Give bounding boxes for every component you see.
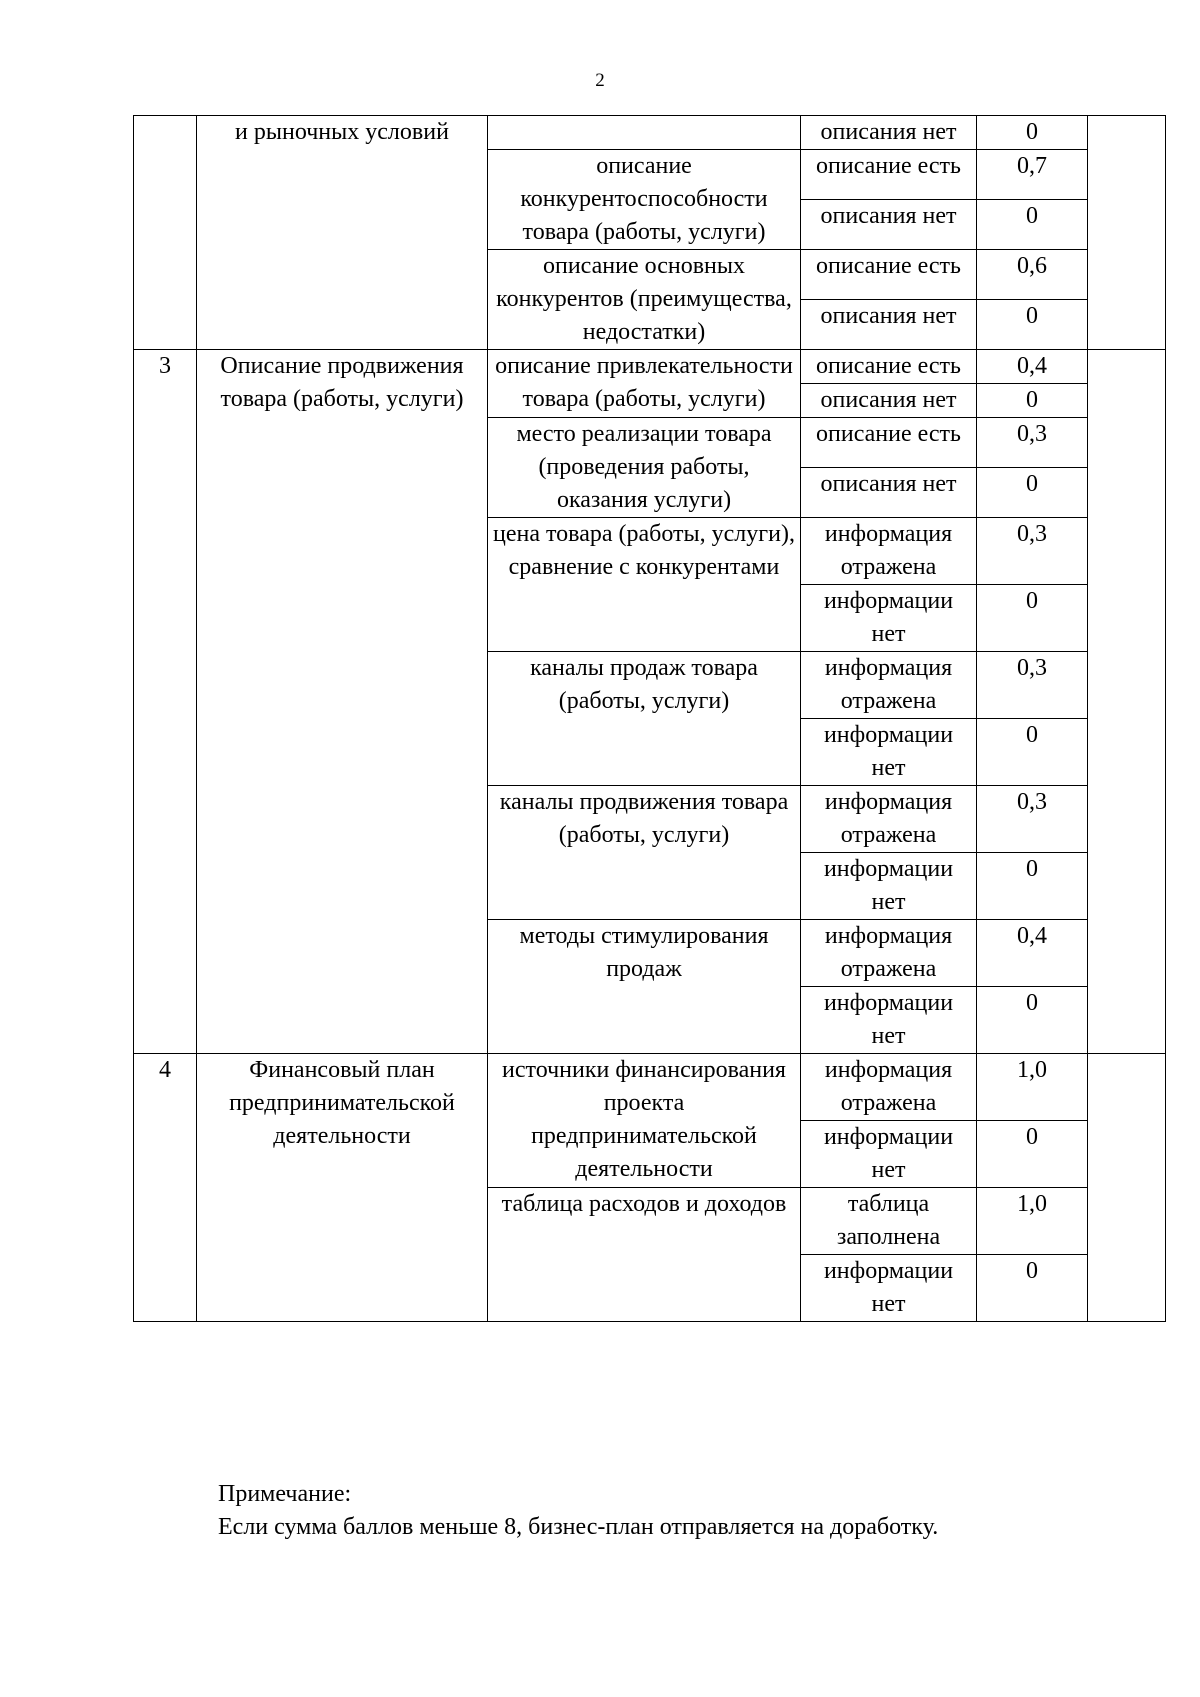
table-row <box>134 350 1166 384</box>
option-score: 0,7 <box>977 150 1088 200</box>
option-score: 0,3 <box>977 786 1088 853</box>
score-entry-cell <box>1088 116 1166 350</box>
option-score: 0 <box>977 300 1088 350</box>
option-score: 0 <box>977 1255 1088 1322</box>
option-status: информация отражена <box>801 1054 977 1121</box>
option-score: 0,6 <box>977 250 1088 300</box>
criterion-number: 4 <box>134 1054 197 1322</box>
option-status: информации нет <box>801 585 977 652</box>
subcriterion-label: таблица расходов и доходов <box>488 1188 801 1322</box>
option-status: описания нет <box>801 116 977 150</box>
option-status: информация отражена <box>801 786 977 853</box>
option-status: описание есть <box>801 418 977 468</box>
option-score: 0 <box>977 468 1088 518</box>
option-score: 0 <box>977 200 1088 250</box>
criterion-number <box>134 116 197 350</box>
option-status: информации нет <box>801 1121 977 1188</box>
option-status: описания нет <box>801 468 977 518</box>
option-score: 0 <box>977 853 1088 920</box>
subcriterion-label: место реализации товара (проведения работы, оказания услуги) <box>488 418 801 518</box>
option-score: 0 <box>977 116 1088 150</box>
option-score: 0,3 <box>977 652 1088 719</box>
option-score: 0 <box>977 384 1088 418</box>
option-status: информация отражена <box>801 652 977 719</box>
option-status: описание есть <box>801 150 977 200</box>
option-score: 0 <box>977 987 1088 1054</box>
option-status: информация отражена <box>801 518 977 585</box>
subcriterion-label: каналы продвижения товара (работы, услуги) <box>488 786 801 920</box>
option-score: 0 <box>977 585 1088 652</box>
page-number: 2 <box>595 70 605 91</box>
option-status: информации нет <box>801 719 977 786</box>
option-status: информации нет <box>801 853 977 920</box>
subcriterion-label <box>488 116 801 150</box>
criterion-name: Описание продвижения товара (работы, услуги) <box>197 350 488 1054</box>
option-score: 0,3 <box>977 418 1088 468</box>
option-status: описания нет <box>801 300 977 350</box>
option-score: 1,0 <box>977 1188 1088 1255</box>
criteria-table-body <box>134 116 1166 1322</box>
option-status: описания нет <box>801 200 977 250</box>
subcriterion-label: описание основных конкурентов (преимущества, недостатки) <box>488 250 801 350</box>
option-score: 0 <box>977 1121 1088 1188</box>
subcriterion-label: источники финансирования проекта предпринимательской деятельности <box>488 1054 801 1188</box>
option-status: информации нет <box>801 987 977 1054</box>
criterion-name: Финансовый план предпринимательской деятельности <box>197 1054 488 1322</box>
criterion-name: и рыночных условий <box>197 116 488 350</box>
subcriterion-label: описание конкурентоспособности товара (работы, услуги) <box>488 150 801 250</box>
table-row <box>134 1054 1166 1121</box>
subcriterion-label: описание привлекательности товара (работы, услуги) <box>488 350 801 418</box>
option-score: 0 <box>977 719 1088 786</box>
note-title: Примечание: <box>218 1481 352 1507</box>
score-entry-cell <box>1088 1054 1166 1322</box>
table-row <box>134 116 1166 150</box>
score-entry-cell <box>1088 350 1166 1054</box>
note-text: Если сумма баллов меньше 8, бизнес-план отправляется на доработку. <box>218 1514 939 1540</box>
criteria-table <box>133 115 1166 1322</box>
subcriterion-label: каналы продаж товара (работы, услуги) <box>488 652 801 786</box>
subcriterion-label: цена товара (работы, услуги), сравнение с конкурентами <box>488 518 801 652</box>
option-status: описание есть <box>801 250 977 300</box>
note <box>218 1478 938 1544</box>
option-status: информации нет <box>801 1255 977 1322</box>
option-score: 1,0 <box>977 1054 1088 1121</box>
criterion-number: 3 <box>134 350 197 1054</box>
option-status: информация отражена <box>801 920 977 987</box>
option-score: 0,4 <box>977 920 1088 987</box>
option-status: описание есть <box>801 350 977 384</box>
option-score: 0,4 <box>977 350 1088 384</box>
option-status: таблица заполнена <box>801 1188 977 1255</box>
option-score: 0,3 <box>977 518 1088 585</box>
option-status: описания нет <box>801 384 977 418</box>
subcriterion-label: методы стимулирования продаж <box>488 920 801 1054</box>
